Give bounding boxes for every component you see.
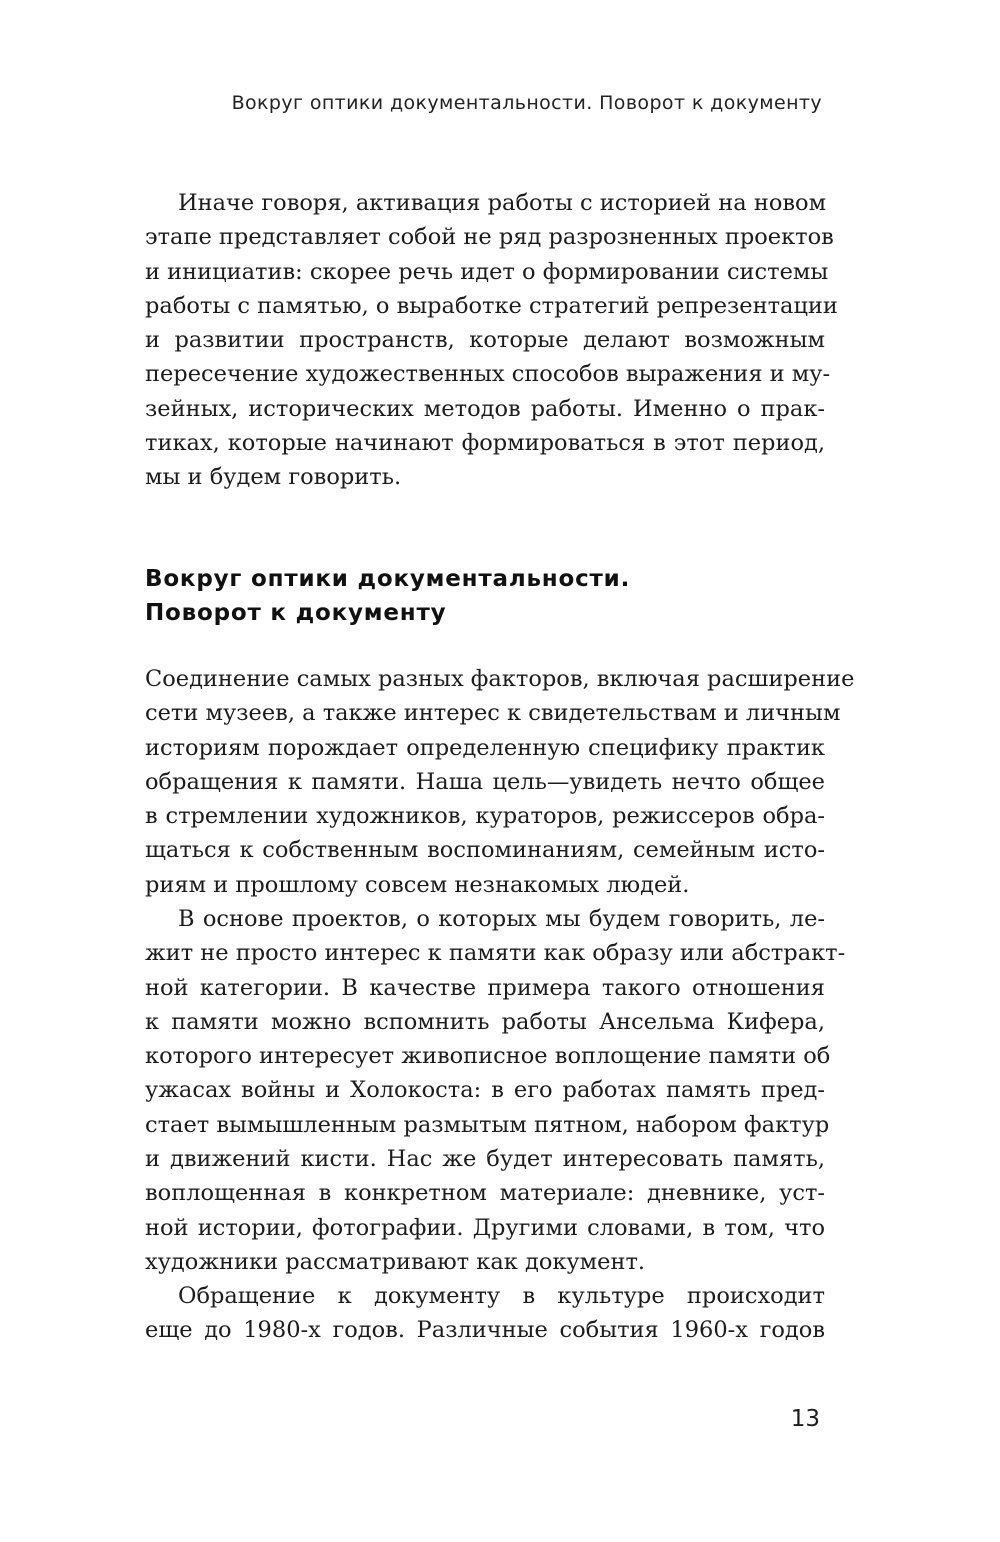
paragraph-line: в стремлении художников, кураторов, режиссеров обра- [145,803,825,830]
paragraph-line: Соединение самых разных факторов, включая расширение [145,666,855,692]
paragraph-3 [145,902,846,1279]
paragraph-line: работы с памятью, о выработке стратегий репрезентации [145,292,838,319]
page-number: 13 [790,1406,820,1432]
paragraph-1 [145,186,838,495]
paragraph-line: В основе проектов, о которых мы будем говорить, ле- [178,906,825,932]
paragraph-line: и движений кисти. Нас же будет интересовать память, [145,1146,825,1173]
paragraph-line: Обращение к документу в культуре происходит [178,1283,825,1309]
paragraph-line: воплощенная в конкретном материале: дневнике, уст- [145,1180,825,1207]
section-heading-line-1: Вокруг оптики документальности. [145,566,631,592]
paragraph-line: Иначе говоря, активация работы с историей на новом [178,190,827,216]
paragraph-line: риям и прошлому совсем незнакомых людей. [145,871,690,898]
paragraph-line: тиках, которые начинают формироваться в этот период, [145,430,825,457]
paragraph-line: художники рассматривают как документ. [145,1248,646,1275]
paragraph-line: стает вымышленным размытым пятном, набором фактур [145,1111,830,1138]
section-heading [145,562,630,630]
paragraph-line: и развитии пространств, которые делают возможным [145,327,825,354]
running-header: Вокруг оптики документальности. Поворот к документу [231,92,822,114]
paragraph-line: сети музеев, а также интерес к свидетельствам и личным [145,700,841,727]
paragraph-line: обращения к памяти. Наша цель—увидеть нечто общее [145,768,825,795]
section-heading-line-2: Поворот к документу [145,600,447,626]
paragraph-line: пересечение художественных способов выражения и му- [145,361,831,388]
paragraph-line: мы и будем говорить. [145,464,402,491]
paragraph-line: которого интересует живописное воплощение памяти об [145,1043,831,1070]
paragraph-line: историям порождает определенную специфику практик [145,734,825,761]
paragraph-line: и инициатив: скорее речь идет о формировании системы [145,258,829,285]
paragraph-line: этапе представляет собой не ряд разрозненных проектов [145,224,834,251]
paragraph-line: ной категории. В качестве примера такого отношения [145,974,825,1001]
paragraph-line: ужасах войны и Холокоста: в его работах память пред- [145,1077,825,1104]
paragraph-line: к памяти можно вспомнить работы Ансельма Кифера, [145,1008,825,1035]
paragraph-2 [145,662,855,902]
paragraph-line: щаться к собственным воспоминаниям, семейным исто- [145,837,825,864]
paragraph-4 [145,1279,825,1348]
paragraph-line: жит не просто интерес к памяти как образу или абстракт- [145,940,846,967]
paragraph-line: зейных, исторических методов работы. Именно о прак- [145,395,825,422]
paragraph-line: ной истории, фотографии. Другими словами, в том, что [145,1214,825,1241]
paragraph-line: еще до 1980-х годов. Различные события 1960-х годов [145,1317,825,1344]
